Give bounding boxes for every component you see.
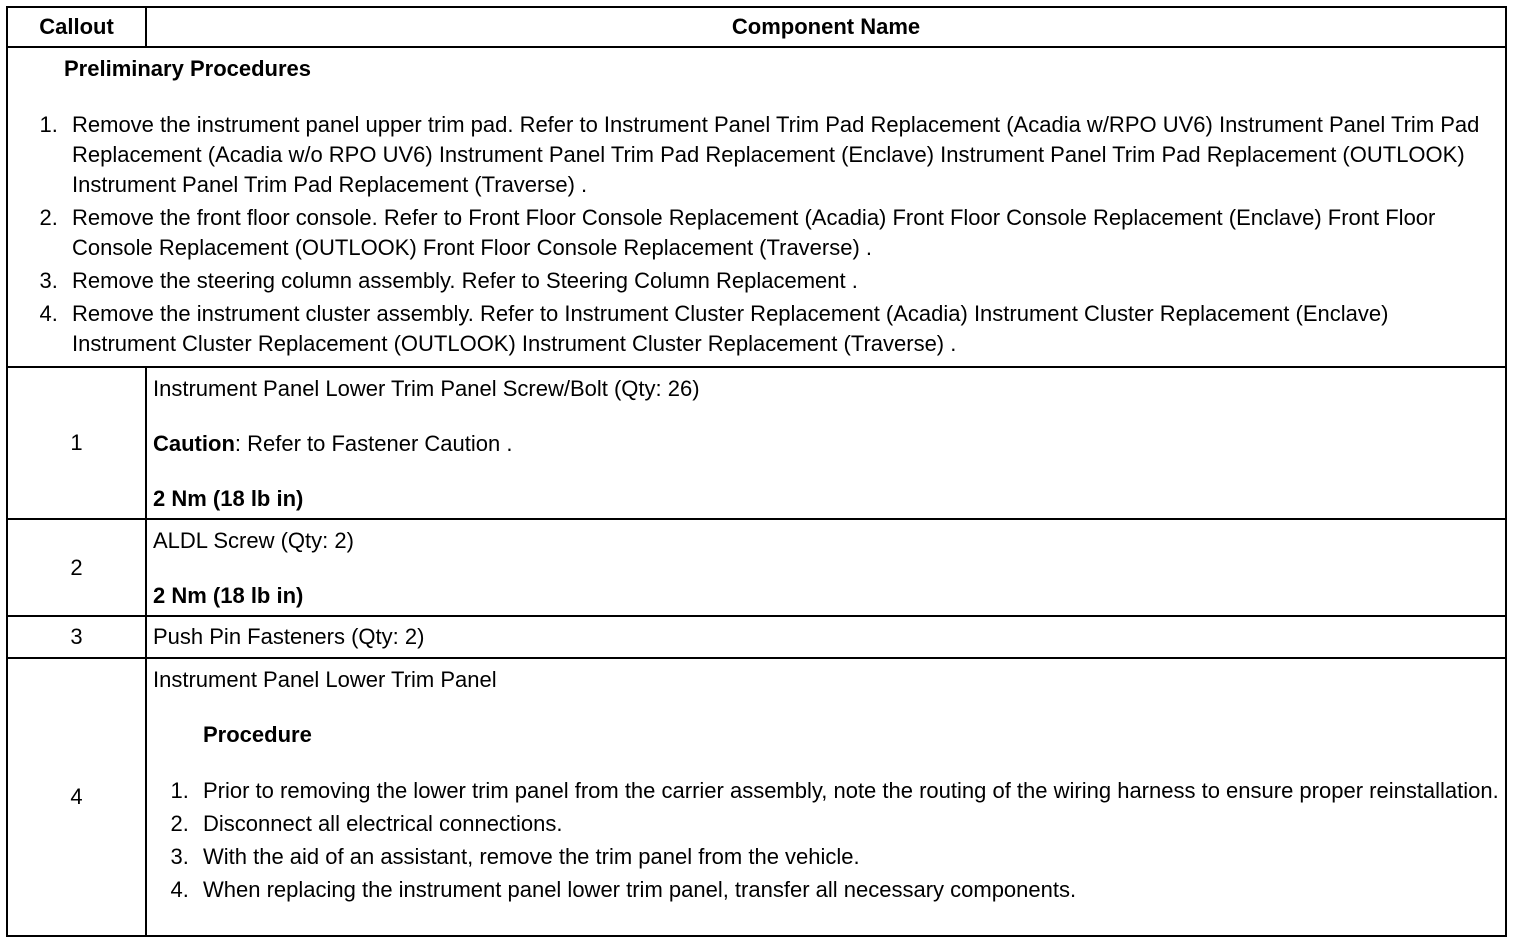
procedure-step: 4. When replacing the instrument panel lower trim panel, transfer all necessary components. [195, 875, 1499, 905]
procedure-steps [153, 776, 1499, 905]
torque-spec: 2 Nm (18 lb in) [153, 583, 304, 608]
callout-number: 2 [7, 519, 146, 616]
preliminary-row [7, 47, 1506, 367]
component-cell [146, 367, 1506, 519]
component-cell [146, 658, 1506, 936]
component-name: Push Pin Fasteners (Qty: 2) [153, 624, 425, 649]
table-row [7, 367, 1506, 519]
procedure-step: 2. Disconnect all electrical connections. [195, 809, 1499, 839]
preliminary-heading: Preliminary Procedures [64, 56, 312, 81]
component-name-header: Component Name [146, 7, 1506, 47]
preliminary-step: 4. Remove the instrument cluster assembly. Refer to Instrument Cluster Replacement (Acadia) Instrument Cluster Replacement (Enclave) Instrument Cluster Replacement (OUTLOOK) Instrument Cluster Replacement (Traverse) . [64, 299, 1497, 359]
preliminary-steps [16, 110, 1497, 359]
caution-text: : Refer to Fastener Caution . [234, 431, 513, 456]
callout-number: 3 [7, 616, 146, 658]
procedure-step: 1. Prior to removing the lower trim panel from the carrier assembly, note the routing of the wiring harness to ensure proper reinstallation. [195, 776, 1499, 806]
procedure-step: 3. With the aid of an assistant, remove the trim panel from the vehicle. [195, 842, 1499, 872]
caution-note [153, 429, 1499, 459]
component-name: ALDL Screw (Qty: 2) [153, 528, 354, 553]
component-name: Instrument Panel Lower Trim Panel [153, 667, 497, 692]
callout-number: 1 [7, 367, 146, 519]
table-header-row [7, 7, 1506, 47]
preliminary-step: 2. Remove the front floor console. Refer to Front Floor Console Replacement (Acadia) Front Floor Console Replacement (Enclave) Front Floor Console Replacement (OUTLOOK) Front Floor Console Replacement (Traverse) . [64, 203, 1497, 263]
preliminary-procedures [7, 47, 1506, 367]
torque-spec: 2 Nm (18 lb in) [153, 486, 304, 511]
component-cell [146, 616, 1506, 658]
caution-label: Caution [153, 431, 235, 456]
procedure-heading: Procedure [203, 722, 312, 747]
component-table [6, 6, 1507, 937]
callout-header: Callout [7, 7, 146, 47]
preliminary-step: 3. Remove the steering column assembly. Refer to Steering Column Replacement . [64, 266, 1497, 296]
table-row [7, 519, 1506, 616]
table-row [7, 658, 1506, 936]
component-cell [146, 519, 1506, 616]
table-row [7, 616, 1506, 658]
callout-number: 4 [7, 658, 146, 936]
preliminary-step: 1. Remove the instrument panel upper trim pad. Refer to Instrument Panel Trim Pad Replacement (Acadia w/RPO UV6) Instrument Panel Trim Pad Replacement (Acadia w/o RPO UV6) Instrument Panel Trim Pad Replacement (Enclave) Instrument Panel Trim Pad Replacement (OUTLOOK) Instrument Panel Trim Pad Replacement (Traverse) . [64, 110, 1497, 200]
component-name: Instrument Panel Lower Trim Panel Screw/Bolt (Qty: 26) [153, 376, 700, 401]
